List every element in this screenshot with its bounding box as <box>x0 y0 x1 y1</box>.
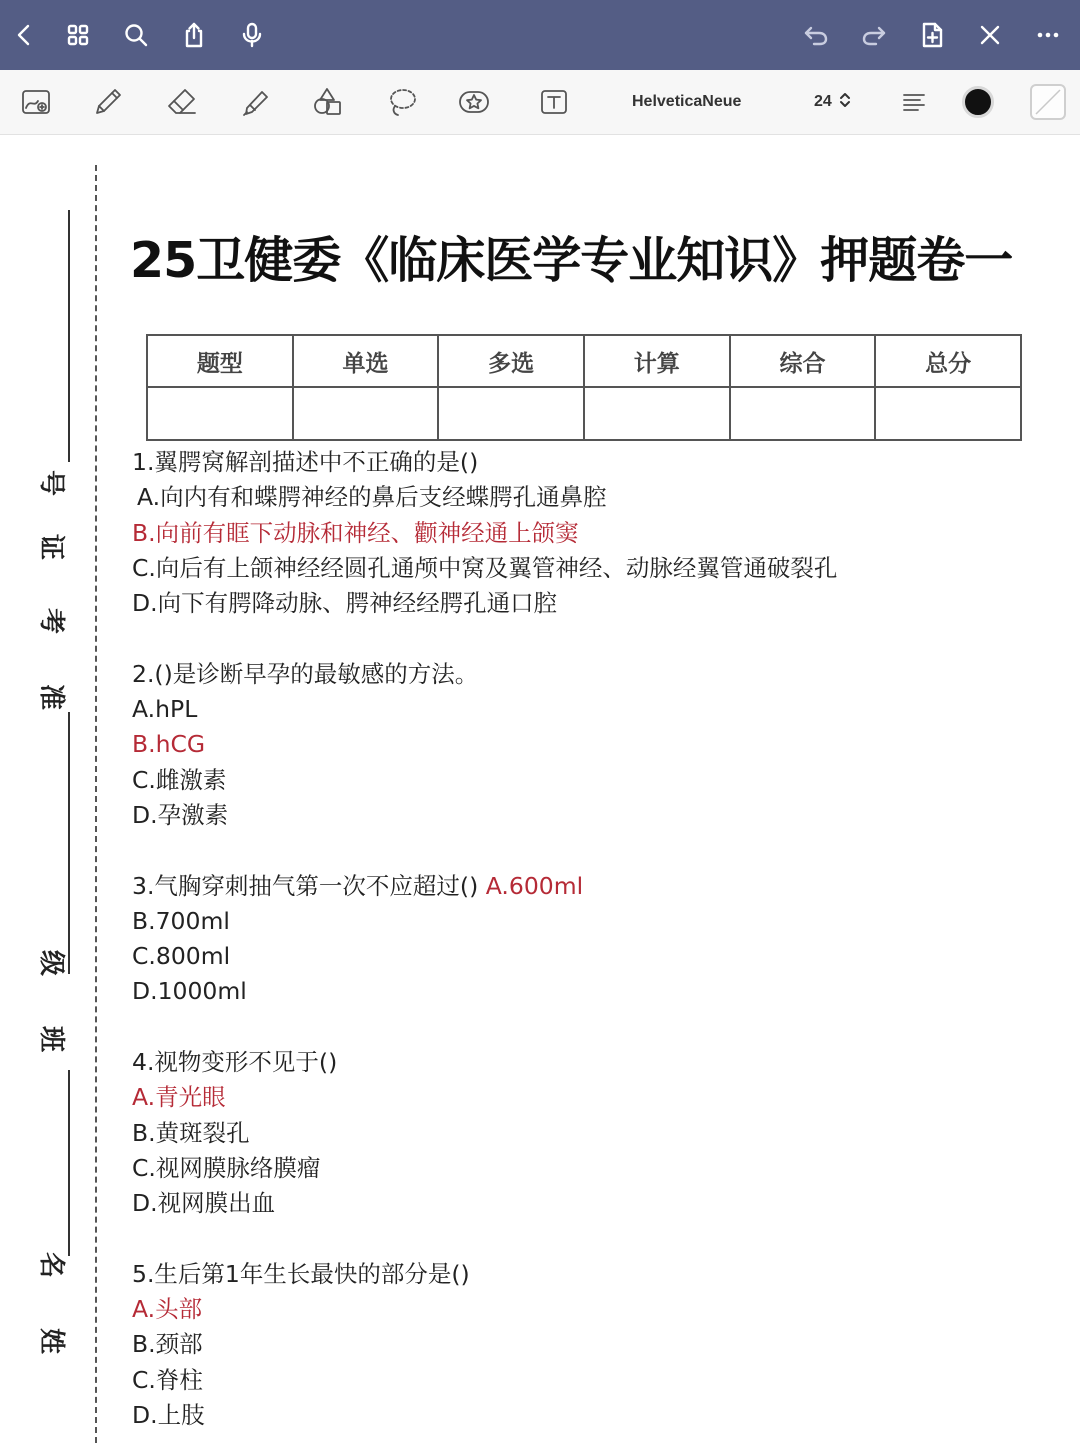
question-list <box>132 445 1062 1433</box>
exam-id-label-char: 证 <box>36 533 66 560</box>
option: C.雌激素 <box>132 765 227 794</box>
option: C.800ml <box>132 942 231 971</box>
shapes-icon[interactable] <box>306 82 350 122</box>
image-tool-icon[interactable] <box>14 82 58 122</box>
font-family-selector[interactable]: HelveticaNeue <box>632 93 742 110</box>
name-write-line <box>68 1070 70 1256</box>
option: D.上肢 <box>132 1401 205 1430</box>
question-stem: 4.视物变形不见于() <box>132 1048 338 1077</box>
eraser-icon[interactable] <box>160 82 204 122</box>
score-cell[interactable] <box>293 387 439 440</box>
score-cell[interactable] <box>875 387 1021 440</box>
score-table-header: 题型 <box>147 335 293 387</box>
option: B.700ml <box>132 906 230 935</box>
grid-icon[interactable] <box>54 11 102 59</box>
highlighter-icon[interactable] <box>234 82 278 122</box>
option: D.视网膜出血 <box>132 1189 276 1218</box>
drawing-toolbar <box>0 70 1080 135</box>
question-stem: 1.翼腭窝解剖描述中不正确的是() <box>132 448 479 476</box>
answer-option: A.青光眼 <box>132 1083 226 1112</box>
question-stem-row <box>132 869 1062 904</box>
answer-option: B.hCG <box>132 730 206 759</box>
score-cell[interactable] <box>438 387 584 440</box>
name-label-char: 名 <box>36 1251 66 1278</box>
undo-icon[interactable] <box>792 11 840 59</box>
option: D.孕激素 <box>132 800 229 829</box>
question-stem: 5.生后第1年生长最快的部分是() <box>132 1259 470 1288</box>
answer-option: B.向前有眶下动脉和神经、颧神经通上颌窦 <box>132 518 579 547</box>
answer-option: A.600ml <box>485 871 584 900</box>
score-cell[interactable] <box>730 387 876 440</box>
search-icon[interactable] <box>112 11 160 59</box>
option: C.向后有上颌神经经圆孔通颅中窝及翼管神经、动脉经翼管通破裂孔 <box>132 553 838 582</box>
score-table-header: 计算 <box>584 335 730 387</box>
add-page-icon[interactable] <box>908 11 956 59</box>
score-table-header: 单选 <box>293 335 439 387</box>
sticker-icon[interactable] <box>452 82 496 122</box>
exam-id-label-char: 准 <box>36 683 66 710</box>
redo-icon[interactable] <box>850 11 898 59</box>
page-title: 25卫健委《临床医学专业知识》押题卷一 <box>130 232 1013 289</box>
option: B.黄斑裂孔 <box>132 1118 250 1147</box>
lasso-icon[interactable] <box>380 82 424 122</box>
class-label-char: 班 <box>36 1025 66 1052</box>
score-table-header: 总分 <box>875 335 1021 387</box>
exam-id-write-line <box>68 210 70 462</box>
microphone-icon[interactable] <box>228 11 276 59</box>
exam-id-label-char: 号 <box>36 469 66 496</box>
score-table-header: 综合 <box>730 335 876 387</box>
close-icon[interactable] <box>966 11 1014 59</box>
font-size-value: 24 <box>814 93 832 110</box>
option: C.脊柱 <box>132 1365 203 1394</box>
score-table-header-row <box>147 335 1021 387</box>
score-table-header: 多选 <box>438 335 584 387</box>
option: D.向下有腭降动脉、腭神经经腭孔通口腔 <box>132 589 558 618</box>
question-stem: 2.()是诊断早孕的最敏感的方法。 <box>132 659 479 688</box>
question-stem: 3.气胸穿刺抽气第一次不应超过() <box>132 871 479 900</box>
back-icon[interactable] <box>0 11 48 59</box>
background-color-swatch[interactable] <box>1030 84 1066 120</box>
score-cell[interactable] <box>584 387 730 440</box>
class-label-char: 级 <box>36 949 66 976</box>
score-table-value-row <box>147 387 1021 440</box>
score-table <box>146 334 1022 441</box>
option: A.hPL <box>132 695 198 724</box>
font-size-selector[interactable] <box>814 88 852 116</box>
option: A.向内有和蝶腭神经的鼻后支经蝶腭孔通鼻腔 <box>137 483 607 512</box>
class-write-line <box>68 712 70 974</box>
answer-option: A.头部 <box>132 1295 203 1324</box>
option: B.颈部 <box>132 1330 203 1359</box>
option: D.1000ml <box>132 977 247 1006</box>
share-icon[interactable] <box>170 11 218 59</box>
text-tool-icon[interactable] <box>532 82 576 122</box>
exam-id-label-char: 考 <box>36 607 66 634</box>
text-align-icon[interactable] <box>892 82 936 122</box>
score-cell[interactable] <box>147 387 293 440</box>
pen-color-swatch[interactable] <box>962 86 994 118</box>
more-icon[interactable] <box>1024 11 1072 59</box>
name-label-char: 姓 <box>36 1327 66 1354</box>
stepper-icon <box>838 91 852 109</box>
pen-icon[interactable] <box>86 82 130 122</box>
option: C.视网膜脉络膜瘤 <box>132 1153 321 1182</box>
binding-dashed-line <box>95 165 97 1443</box>
top-navigation-bar <box>0 0 1080 70</box>
